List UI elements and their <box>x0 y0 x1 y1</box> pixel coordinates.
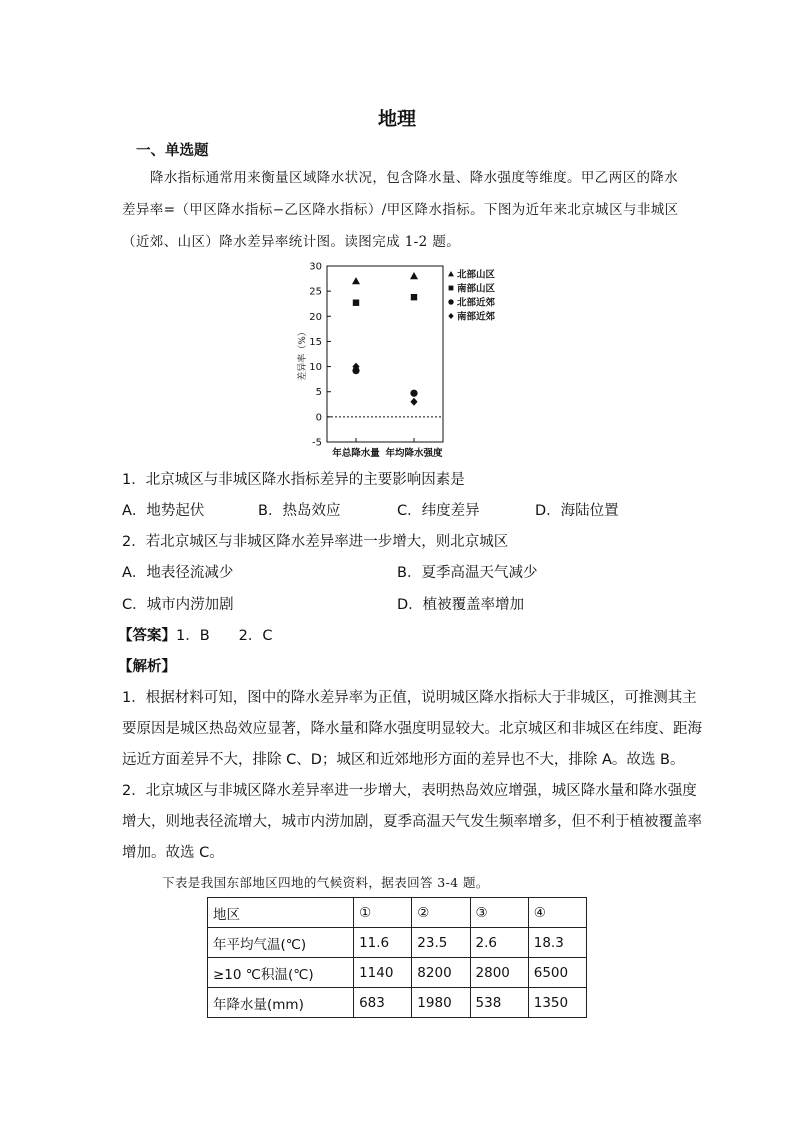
table-cell: 23.5 <box>412 928 470 958</box>
x-category-label: 年均降水强度 <box>385 448 443 459</box>
table-cell: 8200 <box>412 958 470 988</box>
legend-label: 北部近郊 <box>457 297 496 309</box>
material-line-1: 降水指标通常用来衡量区域降水状况，包含降水量、降水强度等维度。甲乙两区的降水 <box>150 170 679 186</box>
answer-label: 【答案】 <box>118 628 176 644</box>
q2-option-c: C．城市内涝加剧 <box>122 597 234 613</box>
q1-option-c: C．纬度差异 <box>397 503 480 519</box>
table-row <box>208 988 587 1018</box>
legend-label: 北部山区 <box>457 269 496 281</box>
answer-line <box>118 624 273 645</box>
q1-option-d: D．海陆位置 <box>535 503 619 519</box>
q1-option-b: B．热岛效应 <box>258 503 341 519</box>
table-cell: 538 <box>470 988 528 1018</box>
table-header-cell: 地区 <box>208 898 354 928</box>
material-line-2: 差异率=（甲区降水指标−乙区降水指标）/甲区降水指标。下图为近年来北京城区与非城区 <box>122 202 679 218</box>
analysis-line-6: 增加。故选 C。 <box>122 845 224 861</box>
legend-marker-circle <box>448 299 453 304</box>
table-cell: ≥10 ℃积温(℃) <box>208 958 354 988</box>
q2-option-d: D．植被覆盖率增加 <box>397 597 525 613</box>
table-cell: 18.3 <box>528 928 586 958</box>
y-tick-label: 5 <box>315 387 322 399</box>
y-tick-label: 0 <box>315 412 322 424</box>
analysis-line-4: 2．北京城区与非城区降水差异率进一步增大，表明热岛效应增强，城区降水量和降水强度 <box>122 783 697 799</box>
table-cell: 2800 <box>470 958 528 988</box>
analysis-label: 【解析】 <box>118 659 176 675</box>
q2-option-b: B．夏季高温天气减少 <box>397 565 538 581</box>
data-point-diamond <box>410 398 417 406</box>
x-category-label: 年总降水量 <box>332 448 380 459</box>
table-cell: 11.6 <box>354 928 412 958</box>
legend-label: 南部近郊 <box>457 311 496 323</box>
table-header-cell: ① <box>354 898 412 928</box>
table-header-row <box>208 898 587 928</box>
table-cell: 2.6 <box>470 928 528 958</box>
y-tick-label: 30 <box>309 261 322 273</box>
data-point-square <box>411 294 417 300</box>
table-header-cell: ③ <box>470 898 528 928</box>
y-axis-label: 差异率（%） <box>298 327 308 381</box>
y-tick-label: -5 <box>312 437 322 449</box>
analysis-line-1: 1．根据材料可知，图中的降水差异率为正值，说明城区降水指标大于非城区，可推测其主 <box>122 690 697 706</box>
analysis-line-5: 增大，则地表径流增大，城市内涝加剧，夏季高温天气发生频率增多，但不利于植被覆盖率 <box>122 814 702 830</box>
table-cell: 年平均气温(℃) <box>208 928 354 958</box>
section-heading: 一、单选题 <box>136 143 209 159</box>
legend-marker-square <box>449 286 454 291</box>
y-tick-label: 15 <box>309 336 322 348</box>
analysis-line-2: 要原因是城区热岛效应显著，降水量和降水强度明显较大。北京城区和非城区在纬度、距海 <box>122 721 702 737</box>
climate-table <box>207 897 587 1018</box>
material-line-3: （近郊、山区）降水差异率统计图。读图完成 1-2 题。 <box>122 234 461 250</box>
q2-stem: 2．若北京城区与非城区降水差异率进一步增大，则北京城区 <box>122 534 509 550</box>
table-cell: 683 <box>354 988 412 1018</box>
legend-label: 南部山区 <box>457 283 496 295</box>
y-tick-label: 25 <box>309 286 322 298</box>
data-point-triangle <box>410 272 418 279</box>
answer-text: 1．B 2．C <box>176 628 273 644</box>
data-point-triangle <box>352 277 360 284</box>
table-cell: 6500 <box>528 958 586 988</box>
data-point-square <box>353 300 359 306</box>
table-header-cell: ④ <box>528 898 586 928</box>
q1-option-a: A．地势起伏 <box>122 503 205 519</box>
legend-marker-triangle <box>448 271 454 276</box>
q1-stem: 1．北京城区与非城区降水指标差异的主要影响因素是 <box>122 472 465 488</box>
data-point-circle <box>410 390 417 397</box>
table-cell: 年降水量(mm) <box>208 988 354 1018</box>
y-tick-label: 10 <box>309 362 322 374</box>
table-cell: 1350 <box>528 988 586 1018</box>
precip-difference-chart <box>290 258 520 460</box>
q2-option-a: A．地表径流减少 <box>122 565 234 581</box>
analysis-line-3: 远近方面差异不大，排除 C、D；城区和近郊地形方面的差异也不大，排除 A。故选 B。 <box>122 752 685 768</box>
plot-frame <box>327 266 443 442</box>
table-cell: 1980 <box>412 988 470 1018</box>
table-row <box>208 928 587 958</box>
table-header-cell: ② <box>412 898 470 928</box>
legend-marker-diamond <box>448 313 453 319</box>
page-title: 地理 <box>377 108 416 130</box>
table-intro: 下表是我国东部地区四地的气候资料，据表回答 3-4 题。 <box>162 875 489 890</box>
table-row <box>208 958 587 988</box>
y-tick-label: 20 <box>309 311 322 323</box>
table-cell: 1140 <box>354 958 412 988</box>
